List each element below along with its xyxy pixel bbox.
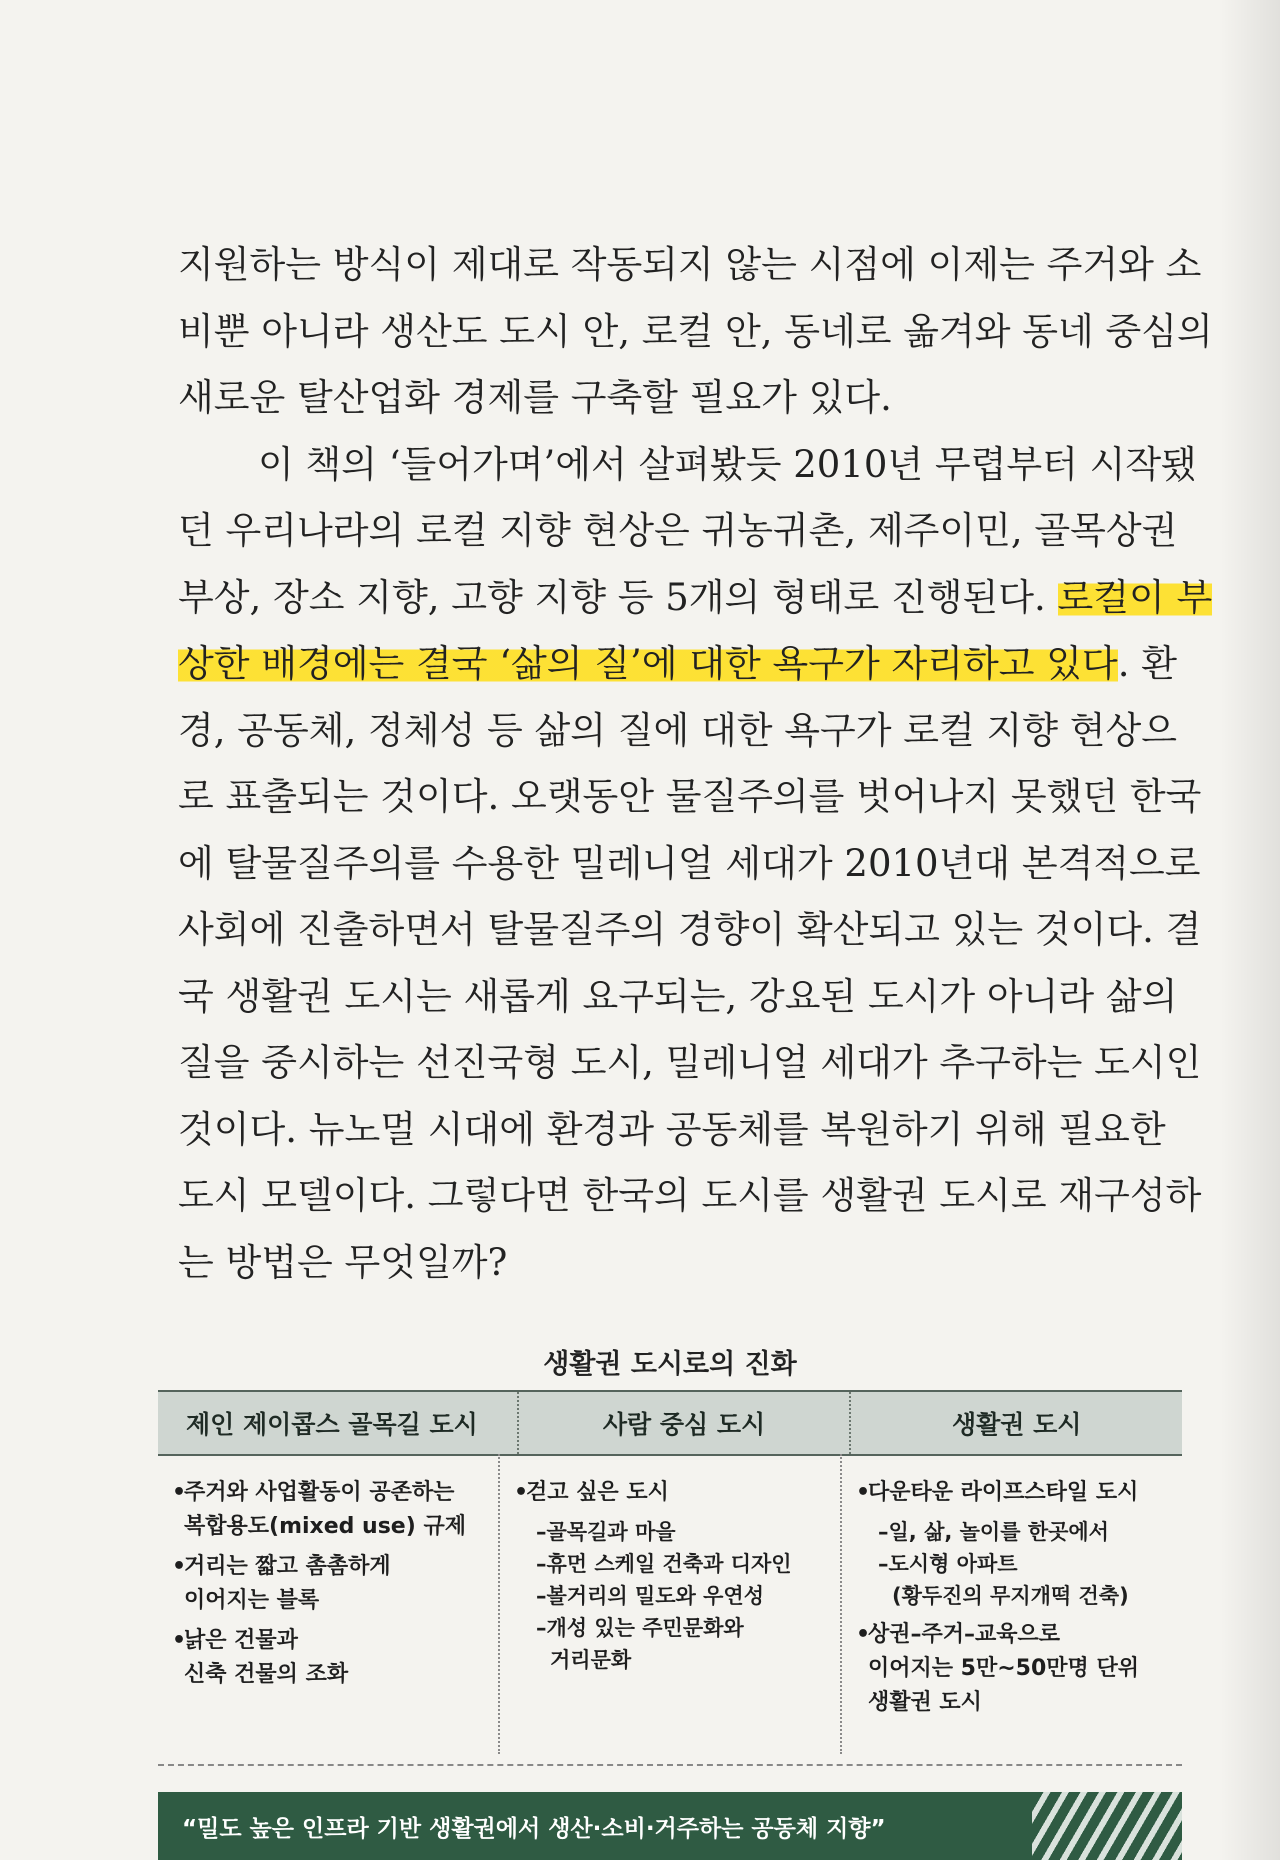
sub-item: –골목길과 마을 bbox=[536, 1520, 676, 1544]
list-item: •주거와 사업활동이 공존하는 복합용도(mixed use) 규제 bbox=[172, 1480, 466, 1539]
column-jacobs bbox=[158, 1454, 498, 1754]
header-living-sphere-city: 생활권 도시 bbox=[849, 1392, 1182, 1454]
figure-title: 생활권 도시로의 진화 bbox=[543, 1349, 797, 1380]
body-text bbox=[178, 232, 1213, 1296]
highlighted-text: 상한 배경에는 결국 ‘삶의 질’에 대한 욕구가 자리하고 있다 bbox=[178, 642, 1118, 685]
sub-item: –도시형 아파트 bbox=[878, 1552, 1018, 1576]
sub-item: –개성 있는 주민문화와 bbox=[536, 1616, 744, 1640]
header-people-centered-city: 사람 중심 도시 bbox=[517, 1392, 850, 1454]
list-item: •상권–주거–교육으로 이어지는 5만~50만명 단위 생활권 도시 bbox=[856, 1622, 1139, 1715]
text-line: 지원하는 방식이 제대로 작동되지 않는 시점에 이제는 주거와 소 bbox=[178, 243, 1202, 286]
list-item: •거리는 짧고 촘촘하게 이어지는 블록 bbox=[172, 1554, 391, 1613]
text-line: 질을 중시하는 선진국형 도시, 밀레니얼 세대가 추구하는 도시인 bbox=[178, 1041, 1202, 1084]
text-segment: . 환 bbox=[1117, 642, 1177, 685]
list-item: •걷고 싶은 도시 bbox=[514, 1480, 669, 1505]
text-line: 로 표출되는 것이다. 오랫동안 물질주의를 벗어나지 못했던 한국 bbox=[178, 775, 1202, 818]
text-line: 경, 공동체, 정체성 등 삶의 질에 대한 욕구가 로컬 지향 현상으 bbox=[178, 708, 1177, 752]
text-line: 는 방법은 무엇일까? bbox=[178, 1240, 508, 1284]
text-segment: 부상, 장소 지향, 고향 지향 등 5개의 형태로 진행된다. bbox=[178, 575, 1058, 619]
text-line: 비뿐 아니라 생산도 도시 안, 로컬 안, 동네로 옮겨와 동네 중심의 bbox=[178, 309, 1213, 353]
figure-columns bbox=[158, 1454, 1182, 1754]
page-edge-shadow bbox=[1220, 0, 1280, 1860]
figure-header-row bbox=[158, 1390, 1182, 1456]
text-line: 이 책의 ‘들어가며’에서 살펴봤듯 2010년 무렵부터 시작됐 bbox=[258, 442, 1197, 486]
text-line: 에 탈물질주의를 수용한 밀레니얼 세대가 2010년대 본격적으로 bbox=[178, 841, 1201, 885]
column-people-centered bbox=[498, 1454, 840, 1754]
figure-banner bbox=[158, 1792, 1182, 1860]
divider bbox=[158, 1764, 1182, 1766]
sub-item: (황두진의 무지개떡 건축) bbox=[892, 1584, 1129, 1608]
list-item: •낡은 건물과 신축 건물의 조화 bbox=[172, 1628, 349, 1687]
figure-city-evolution bbox=[158, 1330, 1182, 1860]
banner-text: “밀도 높은 인프라 기반 생활권에서 생산·소비·거주하는 공동체 지향” bbox=[182, 1815, 886, 1842]
text-line: 사회에 진출하면서 탈물질주의 경향이 확산되고 있는 것이다. 결 bbox=[178, 908, 1202, 951]
sub-item: –일, 삶, 놀이를 한곳에서 bbox=[878, 1520, 1109, 1544]
text-line: 새로운 탈산업화 경제를 구축할 필요가 있다. bbox=[178, 376, 892, 419]
list-item: •다운타운 라이프스타일 도시 bbox=[856, 1480, 1139, 1505]
sub-item: –볼거리의 밀도와 우연성 bbox=[536, 1584, 764, 1608]
text-line: 도시 모델이다. 그렇다면 한국의 도시를 생활권 도시로 재구성하 bbox=[178, 1174, 1202, 1217]
text-line bbox=[178, 565, 1213, 632]
column-living-sphere bbox=[840, 1454, 1182, 1754]
text-line: 것이다. 뉴노멀 시대에 환경과 공동체를 복원하기 위해 필요한 bbox=[178, 1107, 1166, 1151]
banner-decoration bbox=[1032, 1792, 1182, 1860]
sub-item: 거리문화 bbox=[550, 1648, 632, 1672]
header-jacobs-city: 제인 제이콥스 골목길 도시 bbox=[186, 1410, 478, 1439]
highlighted-text: 로컬이 부 bbox=[1057, 575, 1213, 619]
text-line: 던 우리나라의 로컬 지향 현상은 귀농귀촌, 제주이민, 골목상권 bbox=[178, 509, 1178, 552]
sub-item: –휴먼 스케일 건축과 디자인 bbox=[536, 1552, 792, 1576]
text-line bbox=[178, 631, 1177, 698]
text-line: 국 생활권 도시는 새롭게 요구되는, 강요된 도시가 아니라 삶의 bbox=[178, 974, 1178, 1018]
